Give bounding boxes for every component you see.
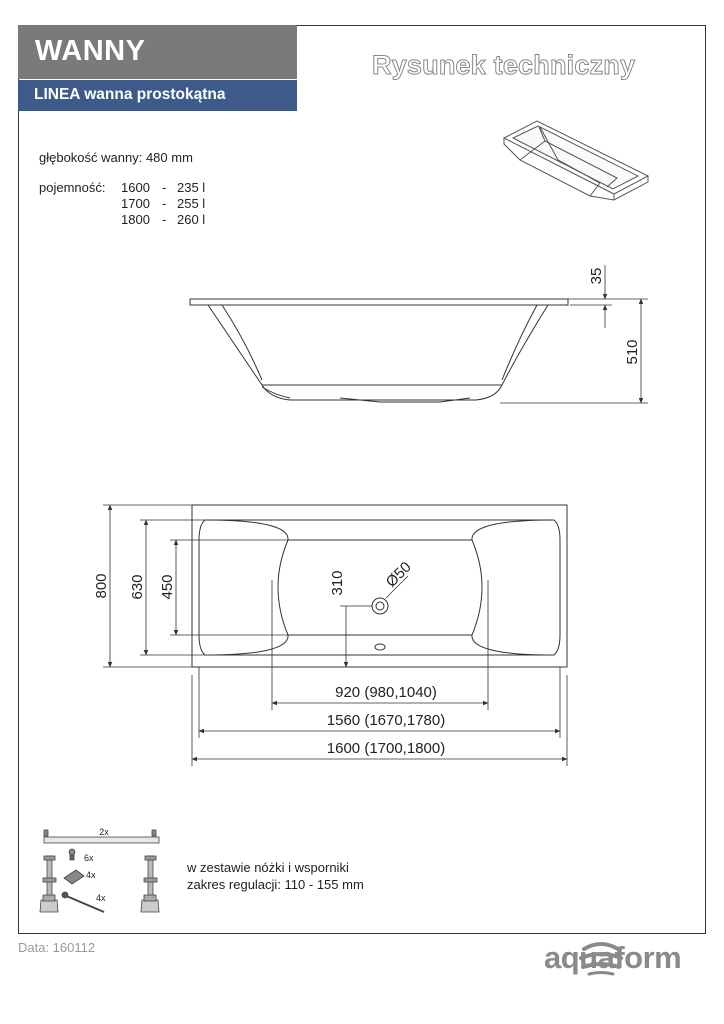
width-outer-label: 800 [93, 573, 110, 599]
document-date: Data: 160112 [18, 940, 96, 955]
rim-height-label: 35 [588, 267, 605, 285]
adjustment-range-note: zakres regulacji: 110 - 155 mm [187, 877, 364, 892]
width-bottom-label: 450 [159, 574, 176, 600]
iso-view [504, 121, 648, 200]
capacity-size: 1800 [121, 212, 150, 227]
capacity-volume: 255 l [177, 196, 206, 211]
capacity-volume: 260 l [177, 212, 206, 227]
anchors-count: 4x [96, 893, 106, 903]
length-bottom-label: 920 (980,1040) [335, 684, 437, 701]
capacity-sep: - [162, 180, 167, 195]
length-inner-label: 1560 (1670,1780) [326, 712, 446, 729]
screws-count: 6x [84, 853, 94, 863]
capacity-size: 1600 [121, 180, 150, 195]
product-title: LINEA wanna prostokątna [34, 86, 226, 103]
width-inner-label: 630 [129, 574, 146, 600]
category-title: WANNY [35, 35, 146, 67]
capacity-volume: 235 l [177, 180, 206, 195]
side-view [190, 299, 568, 402]
top-view [192, 505, 567, 667]
capacity-size: 1700 [121, 196, 150, 211]
drain-diameter-label: Ø50 [382, 558, 415, 591]
brand-name: aquaform [544, 940, 682, 975]
drain-offset-label: 310 [329, 570, 346, 596]
frame-count: 2x [99, 827, 109, 837]
depth-spec: głębokość wanny: 480 mm [39, 150, 193, 165]
doc-type-title: Rysunek techniczny [372, 50, 636, 80]
capacity-sep: - [162, 212, 167, 227]
capacity-label: pojemność: [39, 180, 106, 195]
accessories-note: w zestawie nóżki i wsporniki [187, 860, 349, 875]
capacity-sep: - [162, 196, 167, 211]
total-height-label: 510 [624, 339, 641, 365]
length-outer-label: 1600 (1700,1800) [326, 740, 446, 757]
brackets-count: 4x [86, 870, 96, 880]
